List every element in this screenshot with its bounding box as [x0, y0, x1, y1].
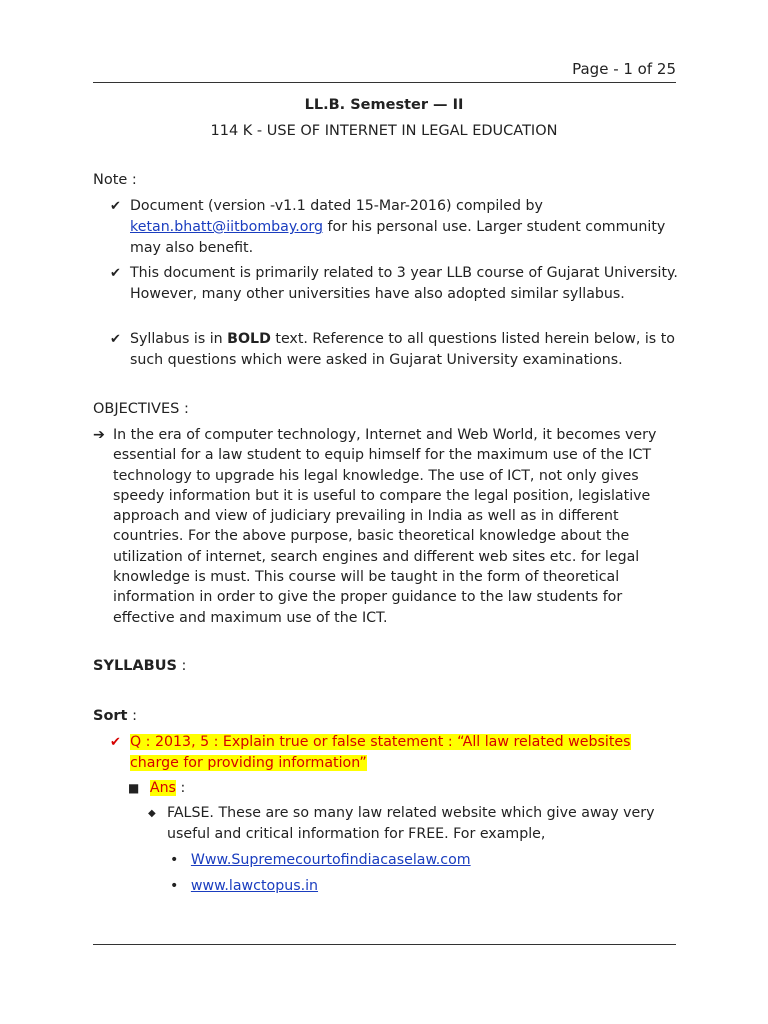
footer-rule: [93, 944, 676, 945]
diamond-bullet-icon: ◆: [148, 808, 156, 819]
note-item-3: ✔ Syllabus is in BOLD text. Reference to all questions listed herein below, is to such questions which were asked in Gujarat University examinations.: [110, 331, 675, 368]
email-link[interactable]: ketan.bhatt@iitbombay.org: [130, 219, 324, 235]
check-mark-icon: ✔: [110, 735, 121, 750]
question-text: Q : 2013, 5 : Explain true or false statement : “All law related websites charge for providing information”: [130, 734, 631, 771]
example-link-item-2: [170, 876, 318, 897]
note-item-2: ✔ This document is primarily related to 3 year LLB course of Gujarat University. However, many other universities have also adopted similar syllabus.: [110, 265, 678, 302]
syllabus-heading: SYLLABUS :: [93, 658, 187, 674]
answer-item: ◆ FALSE. These are so many law related website which give away very useful and critical information for FREE. For example,: [148, 805, 655, 842]
check-mark-icon: ✔: [110, 332, 121, 347]
course-title: 114 K - USE OF INTERNET IN LEGAL EDUCATION: [210, 123, 558, 139]
example-link-2[interactable]: www.lawctopus.in: [190, 878, 319, 894]
page-number: Page - 1 of 25: [572, 60, 676, 78]
dot-bullet-icon: •: [170, 878, 179, 894]
answer-label: ■ Ans :: [128, 780, 186, 796]
semester-title: LL.B. Semester — II: [304, 97, 464, 113]
objectives-heading: OBJECTIVES :: [93, 401, 189, 417]
dot-bullet-icon: •: [170, 852, 179, 868]
right-arrow-icon: ➔: [93, 427, 105, 443]
check-mark-icon: ✔: [110, 266, 121, 281]
sort-heading: Sort :: [93, 708, 137, 724]
example-link-1[interactable]: Www.Supremecourtofindiacaselaw.com: [190, 852, 471, 868]
example-link-item-1: [170, 850, 471, 871]
note-item-1: ✔ Document (version -v1.1 dated 15-Mar-2016) compiled by ketan.bhatt@iitbombay.org for his personal use. Larger student community may also benefit.: [110, 198, 666, 256]
note-heading: Note :: [93, 172, 137, 188]
header-rule: [93, 82, 676, 83]
objectives-paragraph: ➔ In the era of computer technology, Internet and Web World, it becomes very essential for a law student to equip himself for the maximum use of the ICT technology to upgrade his legal knowledge. The use of ICT, not only gives speedy information but it is useful to compare the legal position, legislative approach and view of judiciary prevailing in India as well as in different countries. For the above purpose, basic theoretical knowledge about the utilization of internet, search engines and different web sites etc. for legal knowledge is must. This course will be taught in the form of theoretical information in order to give the proper guidance to the law students for effective and maximum use of the ICT.: [93, 427, 657, 626]
check-mark-icon: ✔: [110, 199, 121, 214]
question-item: [110, 732, 680, 774]
square-bullet-icon: ■: [128, 781, 140, 795]
